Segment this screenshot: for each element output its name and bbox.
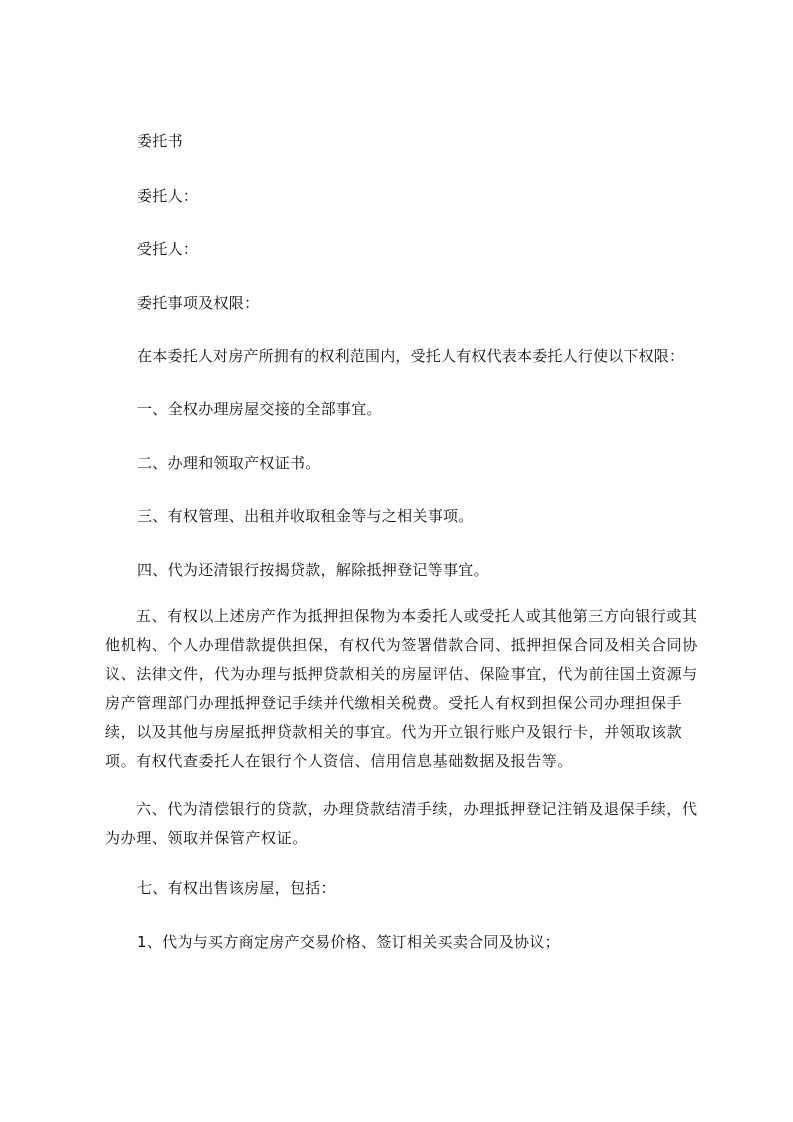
- list-item: 一、全权办理房屋交接的全部事宜。: [137, 400, 382, 418]
- list-item: 二、办理和领取产权证书。: [137, 454, 321, 472]
- list-item: 四、代为还清银行按揭贷款，解除抵押登记等事宜。: [137, 561, 489, 579]
- item-six-paragraph: 六、代为清偿银行的贷款，办理贷款结清手续，办理抵押登记注销及退保手续，代为办理、领取并保管产权证。: [105, 800, 698, 847]
- agent-label: 受托人：: [137, 240, 199, 258]
- item-seven: 七、有权出售该房屋，包括：: [137, 879, 336, 897]
- intro-paragraph: 在本委托人对房产所拥有的权利范围内，受托人有权代表本委托人行使以下权限：: [137, 347, 685, 365]
- item-five-paragraph: 五、有权以上述房产作为抵押担保物为本委托人或受托人或其他第三方向银行或其他机构、个人办理借款提供担保，有权代为签署借款合同、抵押担保合同及相关合同协议、法律文件，代为办理与抵押贷款相关的房屋评估、保险事宜，代为前往国土资源与房产管理部门办理抵押登记手续并代缴相关税费。受托人有权到担保公司办理担保手续，以及其他与房屋抵押贷款相关的事宜。代为开立银行账户及银行卡，并领取该款项。有权代查委托人在银行个人资信、信用信息基础数据及报告等。: [105, 607, 698, 770]
- principal-label: 委托人：: [137, 187, 199, 205]
- document-title: 委托书: [137, 132, 183, 150]
- item-seven-sub-one: 1、代为与买方商定房产交易价格、签订相关买卖合同及协议；: [137, 933, 560, 951]
- list-item: 三、有权管理、出租并收取租金等与之相关事项。: [137, 507, 474, 525]
- matters-label: 委托事项及权限：: [137, 294, 260, 312]
